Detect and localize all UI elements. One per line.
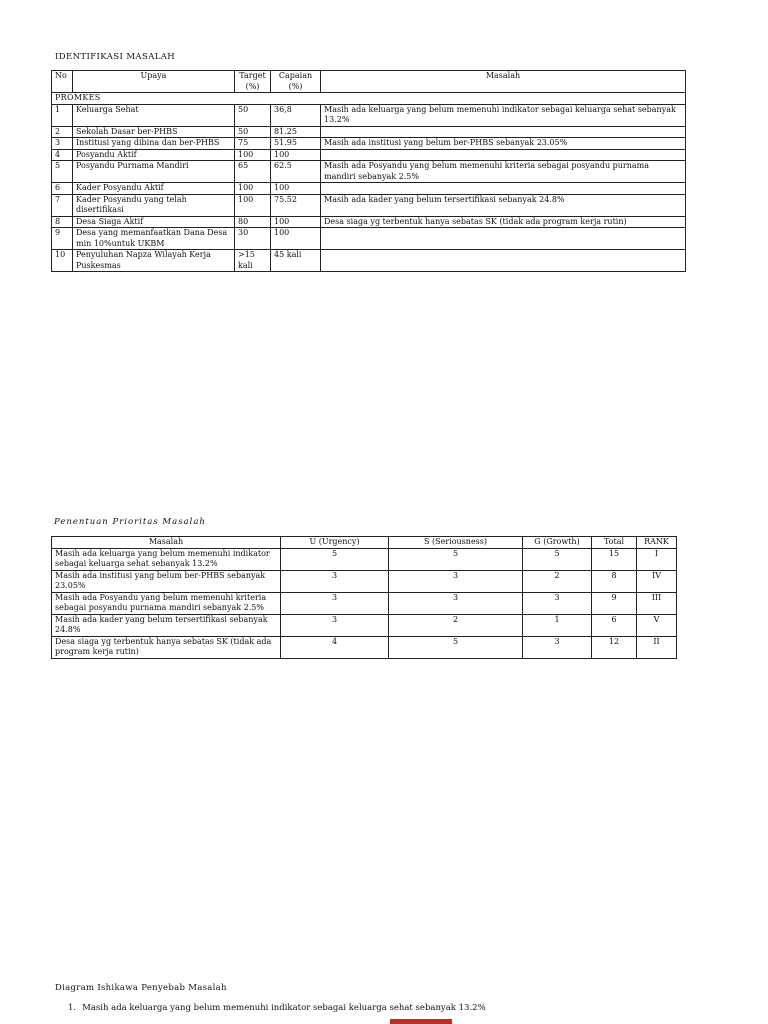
- cell-g: 5: [523, 548, 592, 570]
- priority-heading: Penentuan Prioritas Masalah: [54, 517, 206, 527]
- cell-masalah: Masih ada Posyandu yang belum memenuhi kriteria sebagai posyandu purnama mandiri sebanyak 2.5%: [321, 161, 686, 183]
- section-row: [52, 93, 686, 105]
- cell-capaian: 45 kali: [271, 250, 321, 272]
- cell-upaya: Keluarga Sehat: [73, 104, 235, 126]
- cell-masalah: Desa siaga yg terbentuk hanya sebatas SK (tidak ada program kerja rutin): [321, 216, 686, 228]
- cell-target: 30: [235, 228, 271, 250]
- table-row: [52, 636, 677, 658]
- cell-no: 3: [52, 138, 73, 150]
- cell-upaya: Desa yang memanfaatkan Dana Desa min 10%untuk UKBM: [73, 228, 235, 250]
- cell-total: 8: [592, 570, 637, 592]
- cell-capaian: 100: [271, 228, 321, 250]
- table-row: [52, 592, 677, 614]
- cell-total: 6: [592, 614, 637, 636]
- cell-masalah: Masih ada keluarga yang belum memenuhi indikator sebagai keluarga sehat sebanyak 13.2%: [52, 548, 281, 570]
- cell-total: 9: [592, 592, 637, 614]
- cell-u: 3: [281, 592, 389, 614]
- cell-capaian: 100: [271, 216, 321, 228]
- cell-capaian: 36,8: [271, 104, 321, 126]
- cell-no: 7: [52, 194, 73, 216]
- cell-target: 100: [235, 194, 271, 216]
- column-header-urgency: U (Urgency): [281, 537, 389, 549]
- page-title: IDENTIFIKASI MASALAH: [55, 52, 176, 62]
- list-item-text: Masih ada keluarga yang belum memenuhi indikator sebagai keluarga sehat sebanyak 13.2%: [82, 1003, 486, 1013]
- cell-s: 3: [389, 592, 523, 614]
- priority-table: [51, 536, 677, 659]
- cell-g: 2: [523, 570, 592, 592]
- table-row: [52, 570, 677, 592]
- cell-capaian: 81.25: [271, 126, 321, 138]
- column-header-target: Target (%): [235, 71, 271, 93]
- cell-no: 9: [52, 228, 73, 250]
- ishikawa-heading: Diagram Ishikawa Penyebab Masalah: [55, 983, 227, 993]
- cell-s: 5: [389, 548, 523, 570]
- cell-total: 12: [592, 636, 637, 658]
- cell-no: 6: [52, 183, 73, 195]
- cell-upaya: Sekolah Dasar ber-PHBS: [73, 126, 235, 138]
- cell-upaya: Kader Posyandu Aktif: [73, 183, 235, 195]
- table-row: [52, 138, 686, 150]
- cell-masalah: [321, 250, 686, 272]
- column-header-masalah: Masalah: [52, 537, 281, 549]
- cell-target: 50: [235, 104, 271, 126]
- table-row: [52, 161, 686, 183]
- cell-no: 4: [52, 149, 73, 161]
- cell-capaian: 62.5: [271, 161, 321, 183]
- cell-target: 100: [235, 149, 271, 161]
- list-item: [68, 1003, 486, 1014]
- table-row: [52, 548, 677, 570]
- table-row: [52, 250, 686, 272]
- cell-u: 4: [281, 636, 389, 658]
- list-item-index: 1.: [68, 1003, 77, 1013]
- cell-g: 3: [523, 636, 592, 658]
- red-marker: [390, 1019, 452, 1024]
- table-row: [52, 194, 686, 216]
- cell-u: 5: [281, 548, 389, 570]
- cell-masalah: Masih ada institusi yang belum ber-PHBS sebanyak 23.05%: [321, 138, 686, 150]
- cell-rank: I: [637, 548, 677, 570]
- cell-rank: IV: [637, 570, 677, 592]
- cell-u: 3: [281, 614, 389, 636]
- cell-masalah: [321, 183, 686, 195]
- table-row: [52, 126, 686, 138]
- cell-u: 3: [281, 570, 389, 592]
- cell-masalah: Desa siaga yg terbentuk hanya sebatas SK (tidak ada program kerja rutin): [52, 636, 281, 658]
- cell-target: 65: [235, 161, 271, 183]
- cell-masalah: [321, 126, 686, 138]
- cell-no: 2: [52, 126, 73, 138]
- cell-target: 75: [235, 138, 271, 150]
- cell-rank: V: [637, 614, 677, 636]
- cell-upaya: Posyandu Aktif: [73, 149, 235, 161]
- ishikawa-list: [68, 1003, 486, 1014]
- cell-upaya: Posyandu Purnama Mandiri: [73, 161, 235, 183]
- table-row: [52, 216, 686, 228]
- cell-masalah: Masih ada institusi yang belum ber-PHBS sebanyak 23.05%: [52, 570, 281, 592]
- cell-capaian: 75.52: [271, 194, 321, 216]
- column-header-growth: G (Growth): [523, 537, 592, 549]
- column-header-no: No: [52, 71, 73, 93]
- cell-masalah: [321, 228, 686, 250]
- cell-target: 50: [235, 126, 271, 138]
- cell-upaya: Institusi yang dibina dan ber-PHBS: [73, 138, 235, 150]
- column-header-upaya: Upaya: [73, 71, 235, 93]
- table-row: [52, 149, 686, 161]
- column-header-seriousness: S (Seriousness): [389, 537, 523, 549]
- cell-rank: III: [637, 592, 677, 614]
- column-header-masalah: Masalah: [321, 71, 686, 93]
- table-row: [52, 183, 686, 195]
- cell-s: 2: [389, 614, 523, 636]
- cell-capaian: 51.95: [271, 138, 321, 150]
- cell-s: 5: [389, 636, 523, 658]
- cell-upaya: Desa Siaga Aktif: [73, 216, 235, 228]
- table-row: [52, 228, 686, 250]
- column-header-capaian: Capaian (%): [271, 71, 321, 93]
- cell-target: 100: [235, 183, 271, 195]
- table-row: [52, 104, 686, 126]
- cell-target: >15 kali: [235, 250, 271, 272]
- cell-g: 1: [523, 614, 592, 636]
- cell-no: 5: [52, 161, 73, 183]
- table-header-row: [52, 537, 677, 549]
- column-header-rank: RANK: [637, 537, 677, 549]
- cell-masalah: Masih ada keluarga yang belum memenuhi indikator sebagai keluarga sehat sebanyak 13.2%: [321, 104, 686, 126]
- cell-g: 3: [523, 592, 592, 614]
- table-header-row: [52, 71, 686, 93]
- cell-upaya: Kader Posyandu yang telah disertifikasi: [73, 194, 235, 216]
- cell-upaya: Penyuluhan Napza Wilayah Kerja Puskesmas: [73, 250, 235, 272]
- cell-capaian: 100: [271, 183, 321, 195]
- cell-no: 10: [52, 250, 73, 272]
- section-label: PROMKES: [52, 93, 686, 105]
- cell-masalah: Masih ada Posyandu yang belum memenuhi kriteria sebagai posyandu purnama mandiri sebanyak 2.5%: [52, 592, 281, 614]
- column-header-total: Total: [592, 537, 637, 549]
- cell-no: 8: [52, 216, 73, 228]
- cell-masalah: Masih ada kader yang belum tersertifikasi sebanyak 24.8%: [321, 194, 686, 216]
- cell-capaian: 100: [271, 149, 321, 161]
- table-row: [52, 614, 677, 636]
- cell-target: 80: [235, 216, 271, 228]
- cell-masalah: Masih ada kader yang belum tersertifikasi sebanyak 24.8%: [52, 614, 281, 636]
- cell-no: 1: [52, 104, 73, 126]
- problem-identification-table: [51, 70, 686, 272]
- cell-masalah: [321, 149, 686, 161]
- cell-s: 3: [389, 570, 523, 592]
- cell-total: 15: [592, 548, 637, 570]
- cell-rank: II: [637, 636, 677, 658]
